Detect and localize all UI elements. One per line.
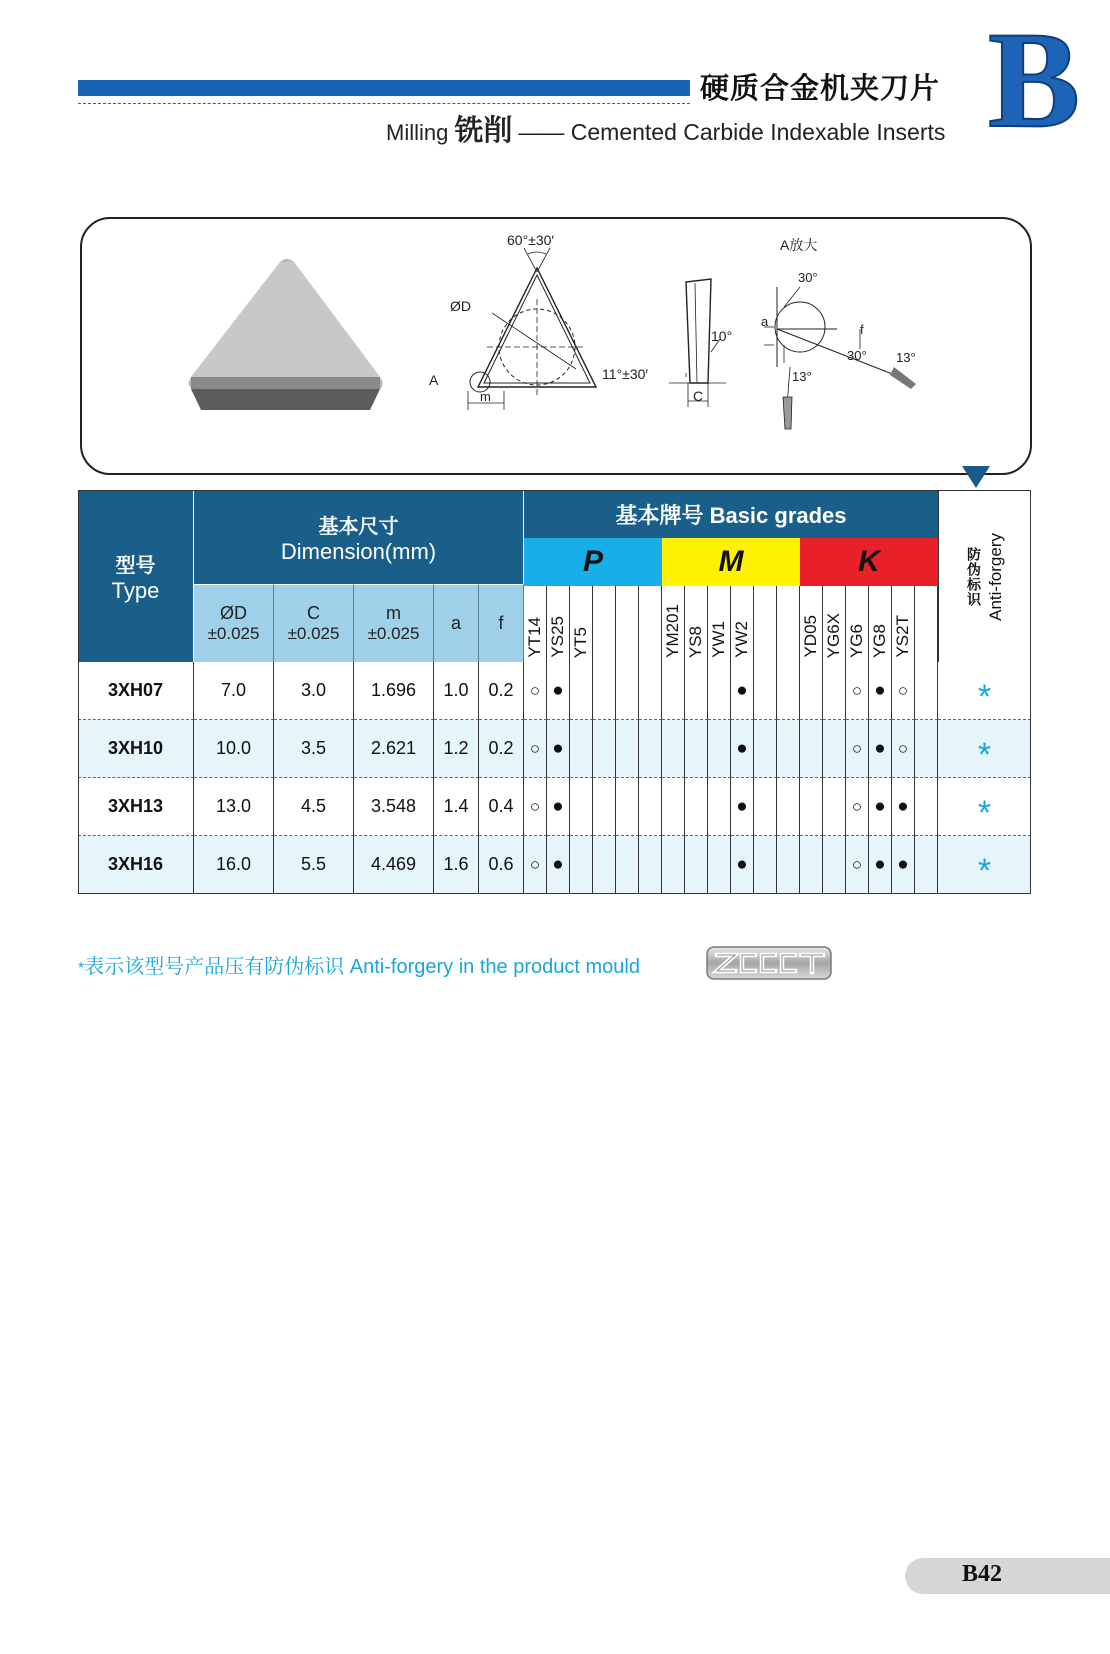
anti-forgery-header-cn: 防伪标识 [966,546,982,607]
row-dim-value: 16.0 [194,836,274,894]
row-dim-value: 1.696 [354,662,434,720]
row-anti-forgery: * [938,720,1031,778]
row-grade-mark: ● [547,720,570,778]
row-grade-mark [639,778,662,836]
row-grade-mark: ○ [524,778,547,836]
insert-grades-table [78,490,1031,943]
insert-top-view [468,248,596,410]
row-grade-mark: ● [731,720,754,778]
row-dim-value: 0.6 [479,836,524,894]
row-grade-mark [800,778,823,836]
side-angle-10: 10° [711,328,733,344]
row-grade-mark [823,662,846,720]
row-grade-mark [662,720,685,778]
grade-col-header [662,586,685,662]
group-p-band: P [524,538,662,586]
row-grade-mark [823,836,846,894]
row-dim-value: 0.2 [479,720,524,778]
row-grade-mark [685,836,708,894]
row-dim-value: 4.5 [274,778,354,836]
row-grade-mark [754,662,777,720]
row-dim-value: 0.4 [479,778,524,836]
dim-col-name: a [450,613,461,633]
row-grade-mark [616,662,639,720]
row-type: 3XH07 [78,662,194,720]
anti-forgery-header [938,490,1031,662]
row-dim-value: 13.0 [194,778,274,836]
group-k-band: K [800,538,938,586]
grade-col-header [777,586,800,662]
insert-drawings [80,217,1030,473]
row-grade-mark [616,778,639,836]
grade-col-label: YM201 [663,604,682,658]
detail-angle-30-top: 30° [798,270,818,285]
grade-col-label: YS2T [893,615,912,658]
grade-col-label: YT14 [525,617,544,658]
row-grade-mark: ● [731,836,754,894]
row-dim-value: 1.2 [434,720,479,778]
row-grade-mark [754,778,777,836]
row-grade-mark: ● [869,778,892,836]
row-grade-mark [685,778,708,836]
grade-col-label: YS8 [686,625,705,658]
insert-3d-image [189,259,383,410]
row-grade-mark: ● [892,836,915,894]
grade-col-header [823,586,846,662]
grade-col-header [731,586,754,662]
dim-col-name: C [307,603,320,623]
row-grade-mark: ● [731,662,754,720]
section-b-logo [986,22,1096,142]
row-grade-mark [915,720,938,778]
row-dim-value: 4.469 [354,836,434,894]
row-dim-value: 10.0 [194,720,274,778]
row-grade-mark [639,720,662,778]
row-grade-mark: ● [547,778,570,836]
row-grade-mark [570,662,593,720]
dimension-header-en: Dimension(mm) [280,538,437,564]
row-type: 3XH16 [78,836,194,894]
row-grade-mark: ○ [524,720,547,778]
angle-60-label: 60°±30′ [507,232,555,248]
row-grade-mark: ○ [846,720,869,778]
row-grade-mark [708,836,731,894]
row-grade-mark: ○ [846,662,869,720]
grade-col-label: YT5 [571,626,590,658]
row-grade-mark [754,836,777,894]
footnote-text: 表示该型号产品压有防伪标识 Anti-forgery in the product mould [84,956,640,978]
row-grade-mark: ○ [892,720,915,778]
type-header [78,490,194,662]
row-type: 3XH10 [78,720,194,778]
row-grade-mark: ○ [892,662,915,720]
dim-col-tolerance: ±0.025 [367,624,420,643]
dim-col-header [274,584,354,662]
group-m-band: M [662,538,800,586]
row-grade-mark [570,778,593,836]
grades-header: 基本牌号 Basic grades [524,490,938,538]
grade-col-header [639,586,662,662]
row-grade-mark [616,836,639,894]
row-grade-mark [639,836,662,894]
row-grade-mark: ● [547,662,570,720]
grade-col-header [570,586,593,662]
grade-col-label: YG8 [870,623,889,658]
dim-col-name: f [498,613,504,633]
dim-col-tolerance: ±0.025 [287,624,340,643]
row-grade-mark [662,836,685,894]
enlarge-a-label: A放大 [780,237,818,253]
dim-col-name: ØD [220,603,247,623]
row-grade-mark [754,720,777,778]
row-grade-mark [915,778,938,836]
section-letter: B [988,22,1081,142]
grade-col-label: YG6 [847,623,866,658]
detail-a-label: a [761,314,769,329]
header-bar [78,80,690,96]
page-number-tab [905,1558,1110,1594]
row-dim-value: 2.621 [354,720,434,778]
row-grade-mark [708,720,731,778]
row-dim-value: 3.5 [274,720,354,778]
row-dim-value: 0.2 [479,662,524,720]
row-grade-mark [777,836,800,894]
detail-angle-30-bottom: 30° [847,348,867,363]
dimension-header-cn: 基本尺寸 [318,515,399,538]
row-grade-mark: ○ [846,836,869,894]
row-grade-mark [708,778,731,836]
row-grade-mark [593,662,616,720]
page-number: B42 [962,1561,1003,1587]
grade-col-header [524,586,547,662]
grade-col-header [800,586,823,662]
row-dim-value: 1.4 [434,778,479,836]
row-grade-mark [570,836,593,894]
row-grade-mark [708,662,731,720]
grade-col-header [869,586,892,662]
row-dim-value: 1.6 [434,836,479,894]
grade-col-header [892,586,915,662]
row-anti-forgery: * [938,778,1031,836]
row-grade-mark: ○ [524,662,547,720]
grade-col-label: YW1 [709,621,728,658]
subtitle [386,108,945,149]
dim-col-header [194,584,274,662]
row-grade-mark [777,778,800,836]
row-dim-value: 7.0 [194,662,274,720]
row-grade-mark [593,720,616,778]
subtitle-english: —— Cemented Carbide Indexable Inserts [518,119,946,145]
row-grade-mark [800,836,823,894]
row-grade-mark: ● [869,836,892,894]
grade-col-header [685,586,708,662]
table-marker-triangle [962,466,990,488]
dim-col-header [479,584,524,662]
footnote-star: * [78,960,85,977]
chinese-title: 硬质合金机夹刀片 [700,73,941,105]
detail-f-label: f [860,322,864,337]
dim-col-tolerance: ±0.025 [207,624,260,643]
row-grade-mark [639,662,662,720]
type-header-en: Type [111,577,160,603]
dim-col-header [434,584,479,662]
row-grade-mark [823,778,846,836]
row-grade-mark [662,778,685,836]
row-grade-mark [685,720,708,778]
dim-col-name: m [386,603,401,623]
type-header-cn: 型号 [115,554,156,577]
grade-col-header [593,586,616,662]
grade-col-label: YG6X [824,612,843,658]
row-grade-mark [662,662,685,720]
grade-col-label: YW2 [732,621,751,658]
anti-forgery-header-en: Anti-forgery [986,532,1005,621]
detail-a-view [764,287,916,429]
row-grade-mark [800,662,823,720]
footnote [78,950,640,979]
row-grade-mark [777,720,800,778]
diameter-label: ØD [450,298,471,314]
subtitle-chinese: 铣削 [454,115,513,147]
row-grade-mark [800,720,823,778]
grade-col-label: YD05 [801,615,820,658]
row-grade-mark: ○ [846,778,869,836]
row-grade-mark: ● [892,778,915,836]
header-divider [78,103,690,104]
row-anti-forgery: * [938,836,1031,894]
subtitle-milling: Milling [386,120,449,145]
row-anti-forgery: * [938,662,1031,720]
m-label: m [480,389,491,404]
grade-col-label: YS25 [548,616,567,658]
grade-col-header [547,586,570,662]
row-dim-value: 1.0 [434,662,479,720]
dim-col-header [354,584,434,662]
row-grade-mark [777,662,800,720]
row-grade-mark: ● [547,836,570,894]
row-dim-value: 3.0 [274,662,354,720]
grade-col-header [846,586,869,662]
side-angle-11: 11°±30′ [602,366,649,382]
grade-col-header [616,586,639,662]
row-grade-mark [685,662,708,720]
row-grade-mark: ● [869,720,892,778]
c-label: C [693,388,704,404]
row-dim-value: 3.548 [354,778,434,836]
detail-angle-13-bottom: 13° [792,369,812,384]
row-grade-mark: ○ [524,836,547,894]
row-type: 3XH13 [78,778,194,836]
grade-col-header [915,586,938,662]
row-grade-mark: ● [869,662,892,720]
grade-col-header [708,586,731,662]
dimension-header [194,490,524,584]
row-grade-mark [915,662,938,720]
row-grade-mark [593,836,616,894]
row-dim-value: 5.5 [274,836,354,894]
row-grade-mark [593,778,616,836]
row-grade-mark [616,720,639,778]
detail-angle-13-right: 13° [896,350,916,365]
point-a-label: A [429,372,439,388]
zccct-logo [706,946,832,980]
row-grade-mark [823,720,846,778]
grade-col-header [754,586,777,662]
row-grade-mark [570,720,593,778]
row-grade-mark [915,836,938,894]
row-grade-mark: ● [731,778,754,836]
